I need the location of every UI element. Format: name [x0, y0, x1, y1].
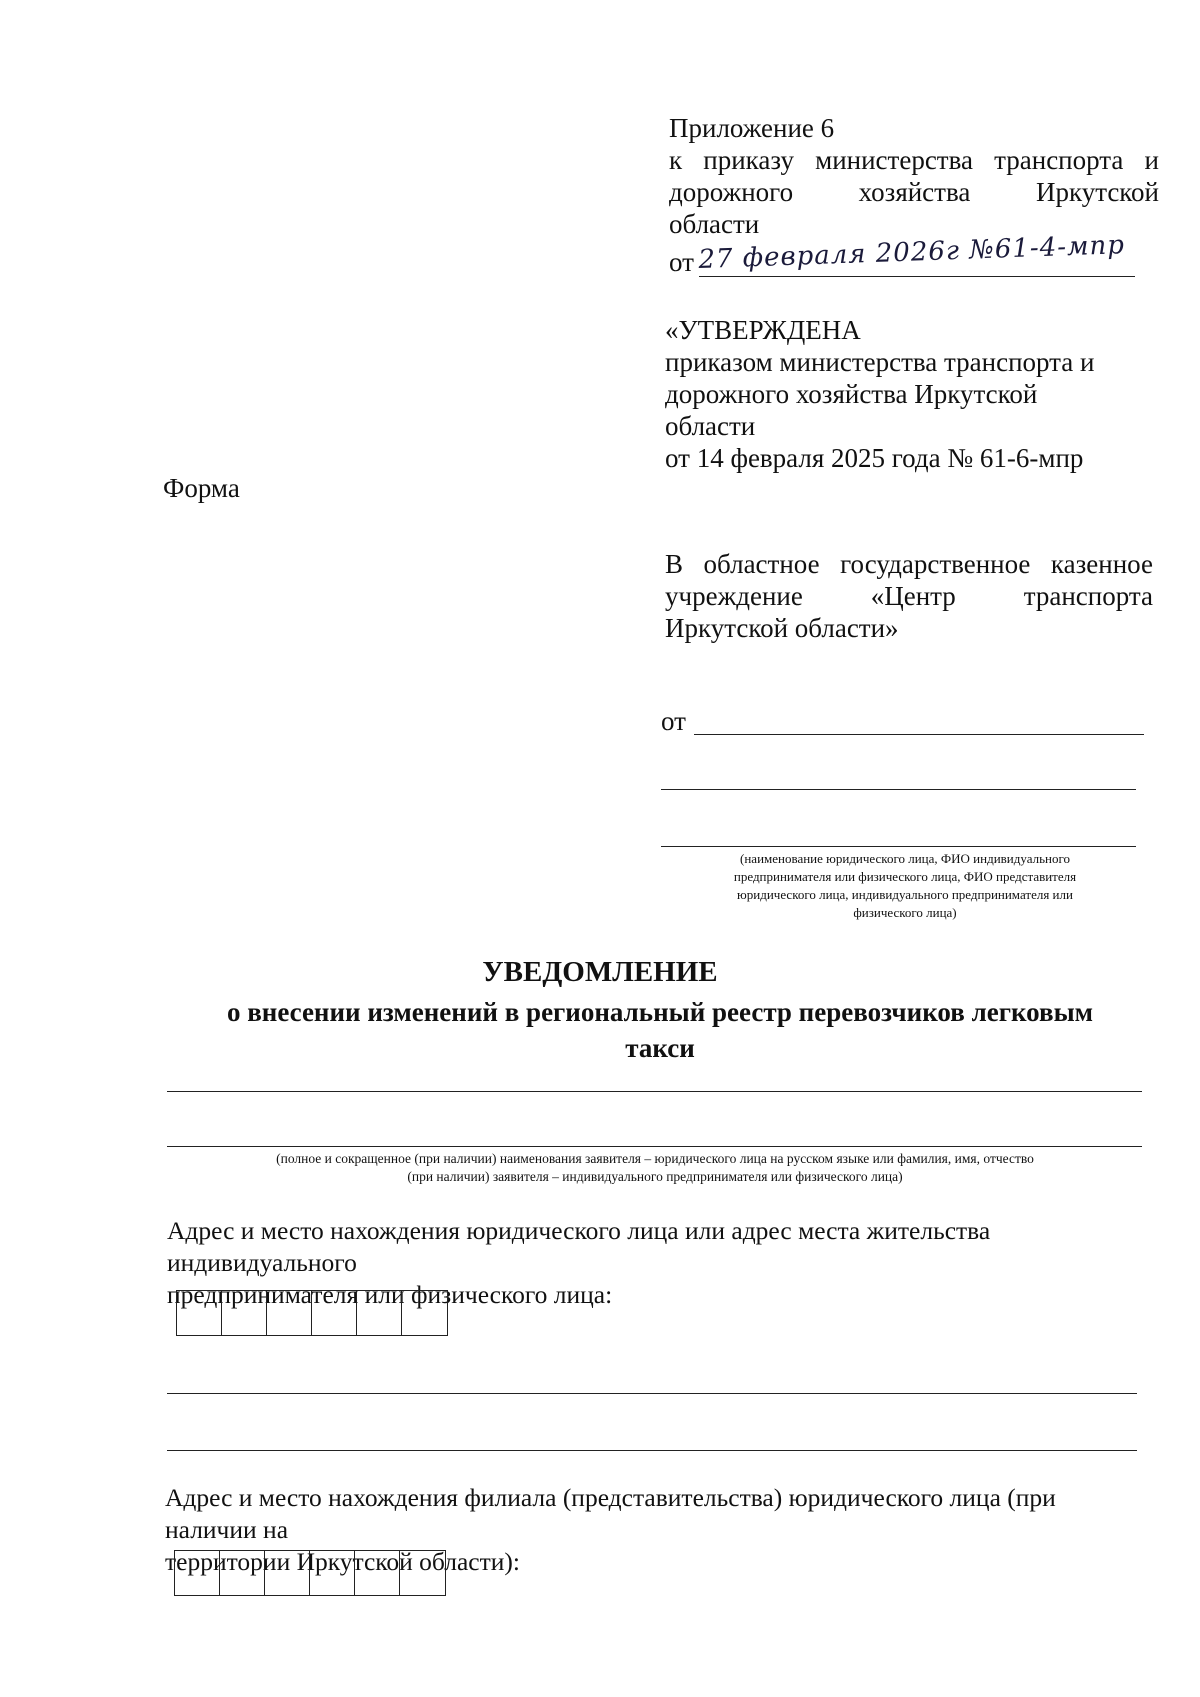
branch-postcode-cells[interactable]	[174, 1550, 446, 1596]
applicant-name-line-1[interactable]	[167, 1091, 1142, 1092]
applicant-caption-line: (полное и сокращенное (при наличии) наименования заявителя – юридического лица на русском языке или фамилия, имя, отчество	[276, 1151, 1034, 1166]
addressee-line: В областное государственное казенное	[665, 549, 1153, 579]
address-postcode-cells[interactable]	[176, 1290, 448, 1336]
postcode-cell[interactable]	[175, 1551, 220, 1595]
applicant-name-line-2[interactable]	[167, 1146, 1142, 1147]
postcode-cell[interactable]	[310, 1551, 355, 1595]
address-line-2[interactable]	[167, 1450, 1137, 1451]
addressee-line: Иркутской области»	[665, 613, 899, 643]
appendix-order-line: к приказу министерства транспорта и	[669, 145, 1159, 175]
from-name-line-2[interactable]	[661, 789, 1136, 790]
address-section-line: Адрес и место нахождения юридического лица или адрес места жительства индивидуального	[167, 1216, 991, 1277]
applicant-caption	[165, 1150, 1145, 1186]
approved-block	[665, 314, 1135, 474]
notice-title: УВЕДОМЛЕНИЕ	[482, 956, 718, 988]
addressee-line: учреждение «Центр транспорта	[665, 581, 1153, 611]
postcode-cell[interactable]	[220, 1551, 265, 1595]
approved-line: дорожного хозяйства Иркутской	[665, 379, 1038, 409]
appendix-block	[669, 112, 1159, 240]
approved-date-line: от 14 февраля 2025 года № 61-6-мпр	[665, 443, 1084, 473]
approved-heading: «УТВЕРЖДЕНА	[665, 315, 861, 345]
from-label: от	[661, 706, 686, 736]
appendix-order-line: дорожного хозяйства Иркутской	[669, 177, 1159, 207]
postcode-cell[interactable]	[177, 1291, 222, 1335]
handwritten-date-underline	[699, 276, 1135, 277]
from-name-line-3[interactable]	[661, 846, 1136, 847]
appendix-order-line: области	[669, 209, 760, 239]
appendix-from-label: от	[669, 247, 694, 277]
postcode-cell[interactable]	[222, 1291, 267, 1335]
postcode-cell[interactable]	[402, 1291, 447, 1335]
address-section-line: предпринимателя или физического лица:	[167, 1280, 613, 1309]
applicant-caption-line: (при наличии) заявителя – индивидуального предпринимателя или физического лица)	[407, 1169, 903, 1184]
approved-line: приказом министерства транспорта и	[665, 347, 1095, 377]
appendix-number: Приложение 6	[669, 113, 835, 143]
postcode-cell[interactable]	[400, 1551, 445, 1595]
postcode-cell[interactable]	[267, 1291, 312, 1335]
address-line-1[interactable]	[167, 1393, 1137, 1394]
postcode-cell[interactable]	[265, 1551, 310, 1595]
approved-line: области	[665, 411, 756, 441]
postcode-cell[interactable]	[357, 1291, 402, 1335]
appendix-date-row	[669, 230, 1159, 280]
from-caption-line: физического лица)	[853, 905, 957, 920]
from-name-line-1[interactable]	[694, 734, 1144, 735]
from-caption-line: (наименование юридического лица, ФИО индивидуального	[740, 851, 1070, 866]
from-caption-line: предпринимателя или физического лица, ФИО представителя	[733, 869, 1077, 884]
notice-subtitle-line: такси	[625, 1033, 695, 1063]
branch-section-line: территории Иркутской области):	[165, 1547, 520, 1576]
postcode-cell[interactable]	[355, 1551, 400, 1595]
branch-section-line: Адрес и место нахождения филиала (представительства) юридического лица (при наличии на	[165, 1483, 1056, 1544]
from-caption-line: юридического лица, индивидуального предпринимателя или	[737, 887, 1073, 902]
from-caption	[670, 850, 1140, 922]
notice-subtitle	[180, 994, 1140, 1066]
addressee-block	[665, 548, 1153, 644]
form-label: Форма	[163, 473, 240, 503]
notice-subtitle-line: о внесении изменений в региональный реестр перевозчиков легковым	[226, 997, 1094, 1027]
postcode-cell[interactable]	[312, 1291, 357, 1335]
handwritten-order-date: 27 февраля 2026г №61-4-мпр	[697, 230, 1126, 276]
